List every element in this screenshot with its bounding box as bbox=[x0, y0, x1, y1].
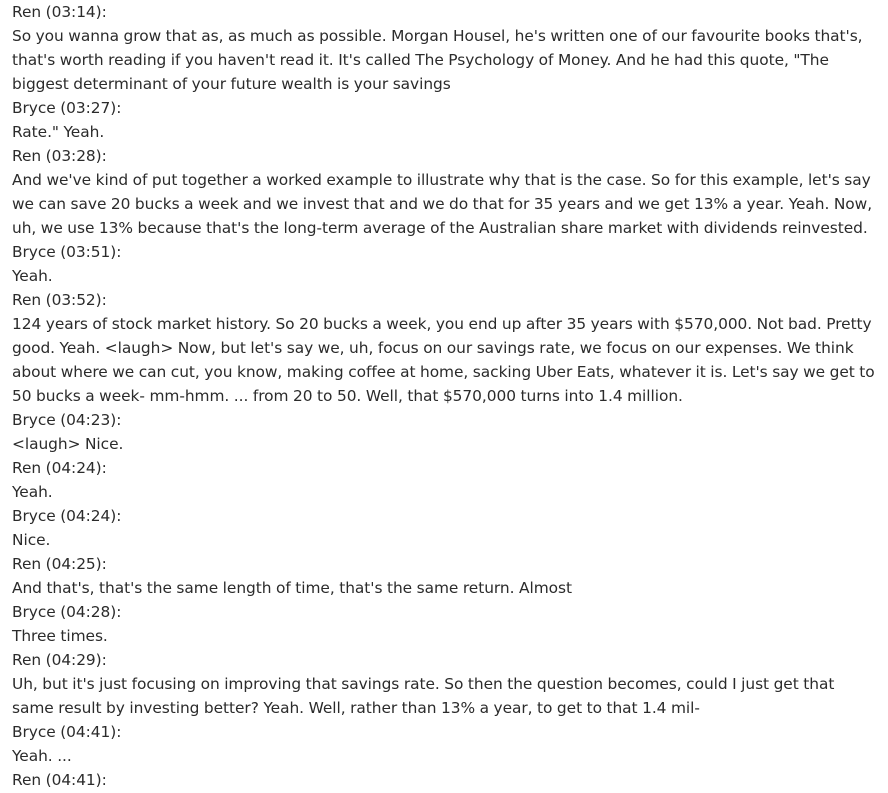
speaker-label: Ren (04:24): bbox=[12, 459, 107, 477]
speaker-label: Bryce (04:41): bbox=[12, 723, 122, 741]
utterance-text: Yeah. ... bbox=[12, 747, 72, 765]
utterance-text: And we've kind of put together a worked example to illustrate why that is the case. So for this example, let's say we can save 20 bucks a week and we invest that and we do that for 35 years and we get 13% a year. Yeah. Now, uh, we use 13% because that's the long-term average of the Australian share market with dividends reinvested. bbox=[12, 171, 873, 237]
speaker-label: Ren (03:14): bbox=[12, 3, 107, 21]
utterance-text: And that's, that's the same length of time, that's the same return. Almost bbox=[12, 579, 572, 597]
speaker-label: Bryce (04:24): bbox=[12, 507, 122, 525]
speaker-label: Bryce (04:23): bbox=[12, 411, 122, 429]
speaker-label: Bryce (04:28): bbox=[12, 603, 122, 621]
speaker-label: Ren (04:41): bbox=[12, 771, 107, 789]
utterance-text: Three times. bbox=[12, 627, 108, 645]
speaker-label: Bryce (03:51): bbox=[12, 243, 122, 261]
utterance-text: Yeah. bbox=[12, 483, 53, 501]
utterance-text: Nice. bbox=[12, 531, 51, 549]
speaker-label: Ren (04:25): bbox=[12, 555, 107, 573]
speaker-label: Bryce (03:27): bbox=[12, 99, 122, 117]
utterance-text: <laugh> Nice. bbox=[12, 435, 124, 453]
speaker-label: Ren (03:52): bbox=[12, 291, 107, 309]
utterance-text: Uh, but it's just focusing on improving that savings rate. So then the question becomes, could I just get that same result by investing better? Yeah. Well, rather than 13% a year, to get to that 1.4 mil- bbox=[12, 675, 835, 717]
speaker-label: Ren (03:28): bbox=[12, 147, 107, 165]
utterance-text: 124 years of stock market history. So 20 bucks a week, you end up after 35 years with $570,000. Not bad. Pretty good. Yeah. <laugh> Now, but let's say we, uh, focus on our savings rate, we focus on our expenses. We think about where we can cut, you know, making coffee at home, sacking Uber Eats, whatever it is. Let's say we get to 50 bucks a week- mm-hmm. ... from 20 to 50. Well, that $570,000 turns into 1.4 million. bbox=[12, 315, 875, 405]
utterance-text: Rate." Yeah. bbox=[12, 123, 105, 141]
utterance-text: Yeah. bbox=[12, 267, 53, 285]
utterance-text: So you wanna grow that as, as much as possible. Morgan Housel, he's written one of our favourite books that's, that's worth reading if you haven't read it. It's called The Psychology of Money. And he had this quote, "The biggest determinant of your future wealth is your savings bbox=[12, 27, 863, 93]
speaker-label: Ren (04:29): bbox=[12, 651, 107, 669]
